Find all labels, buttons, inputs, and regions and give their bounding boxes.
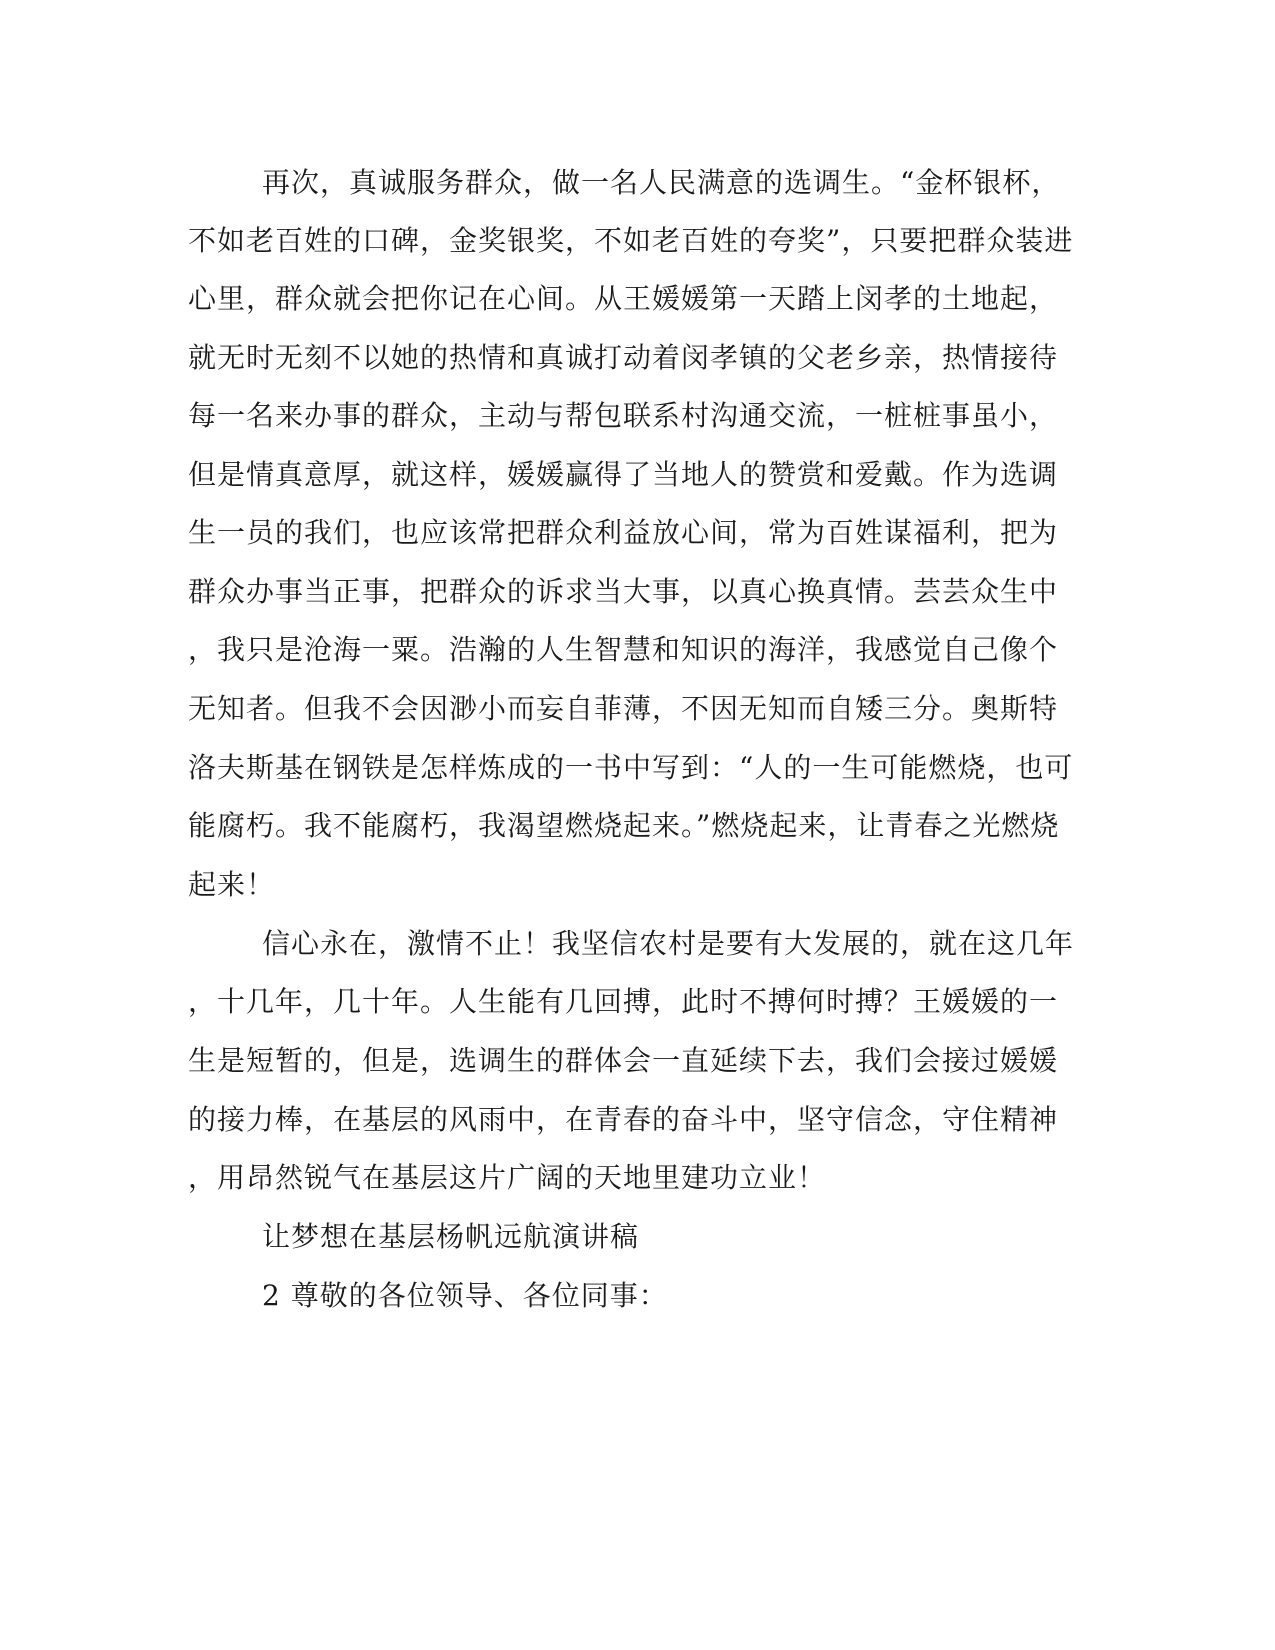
paragraph-2-line-3: 生是短暂的，但是，选调生的群体会一直延续下去，我们会接过媛媛 bbox=[188, 1044, 1059, 1077]
paragraph-2-line-2: ，十几年，几十年。人生能有几回搏，此时不搏何时搏？王媛媛的一 bbox=[188, 985, 1059, 1018]
paragraph-2-line-1: 信心永在，激情不止！我坚信农村是要有大发展的，就在这几年 bbox=[262, 927, 1075, 960]
paragraph-1-line-2: 不如老百姓的口碑，金奖银奖，不如老百姓的夸奖”，只要把群众装进 bbox=[188, 224, 1074, 257]
paragraph-1-line-12: 能腐朽。我不能腐朽，我渴望燃烧起来。”燃烧起来，让青春之光燃烧 bbox=[188, 809, 1060, 842]
paragraph-1-line-7: 生一员的我们，也应该常把群众利益放心间，常为百姓谋福利，把为 bbox=[188, 516, 1059, 549]
paragraph-1-line-8: 群众办事当正事，把群众的诉求当大事，以真心换真情。芸芸众生中 bbox=[188, 575, 1059, 608]
paragraph-1-line-5: 每一名来办事的群众，主动与帮包联系村沟通交流，一桩桩事虽小， bbox=[188, 399, 1059, 432]
paragraph-1-line-6: 但是情真意厚，就这样，媛媛赢得了当地人的赞赏和爱戴。作为选调 bbox=[188, 458, 1059, 491]
paragraph-1-line-10: 无知者。但我不会因渺小而妄自菲薄，不因无知而自矮三分。奥斯特 bbox=[188, 692, 1059, 725]
paragraph-1-line-3: 心里，群众就会把你记在心间。从王媛媛第一天踏上闵孝的土地起， bbox=[188, 282, 1059, 315]
salutation: 2 尊敬的各位领导、各位同事： bbox=[262, 1279, 668, 1312]
paragraph-1-line-4: 就无时无刻不以她的热情和真诚打动着闵孝镇的父老乡亲，热情接待 bbox=[188, 341, 1059, 374]
paragraph-1-line-13: 起来！ bbox=[188, 868, 276, 901]
speech-heading: 让梦想在基层杨帆远航演讲稿 bbox=[262, 1220, 640, 1253]
paragraph-1-line-9: ，我只是沧海一粟。浩瀚的人生智慧和知识的海洋，我感觉自己像个 bbox=[188, 633, 1059, 666]
paragraph-1-line-11: 洛夫斯基在钢铁是怎样炼成的一书中写到：“人的一生可能燃烧，也可 bbox=[188, 751, 1074, 784]
paragraph-2-line-5: ，用昂然锐气在基层这片广阔的天地里建功立业！ bbox=[188, 1161, 827, 1194]
paragraph-2-line-4: 的接力棒，在基层的风雨中，在青春的奋斗中，坚守信念，守住精神 bbox=[188, 1103, 1059, 1136]
paragraph-1-line-1: 再次，真诚服务群众，做一名人民满意的选调生。“金杯银杯， bbox=[262, 166, 1061, 199]
